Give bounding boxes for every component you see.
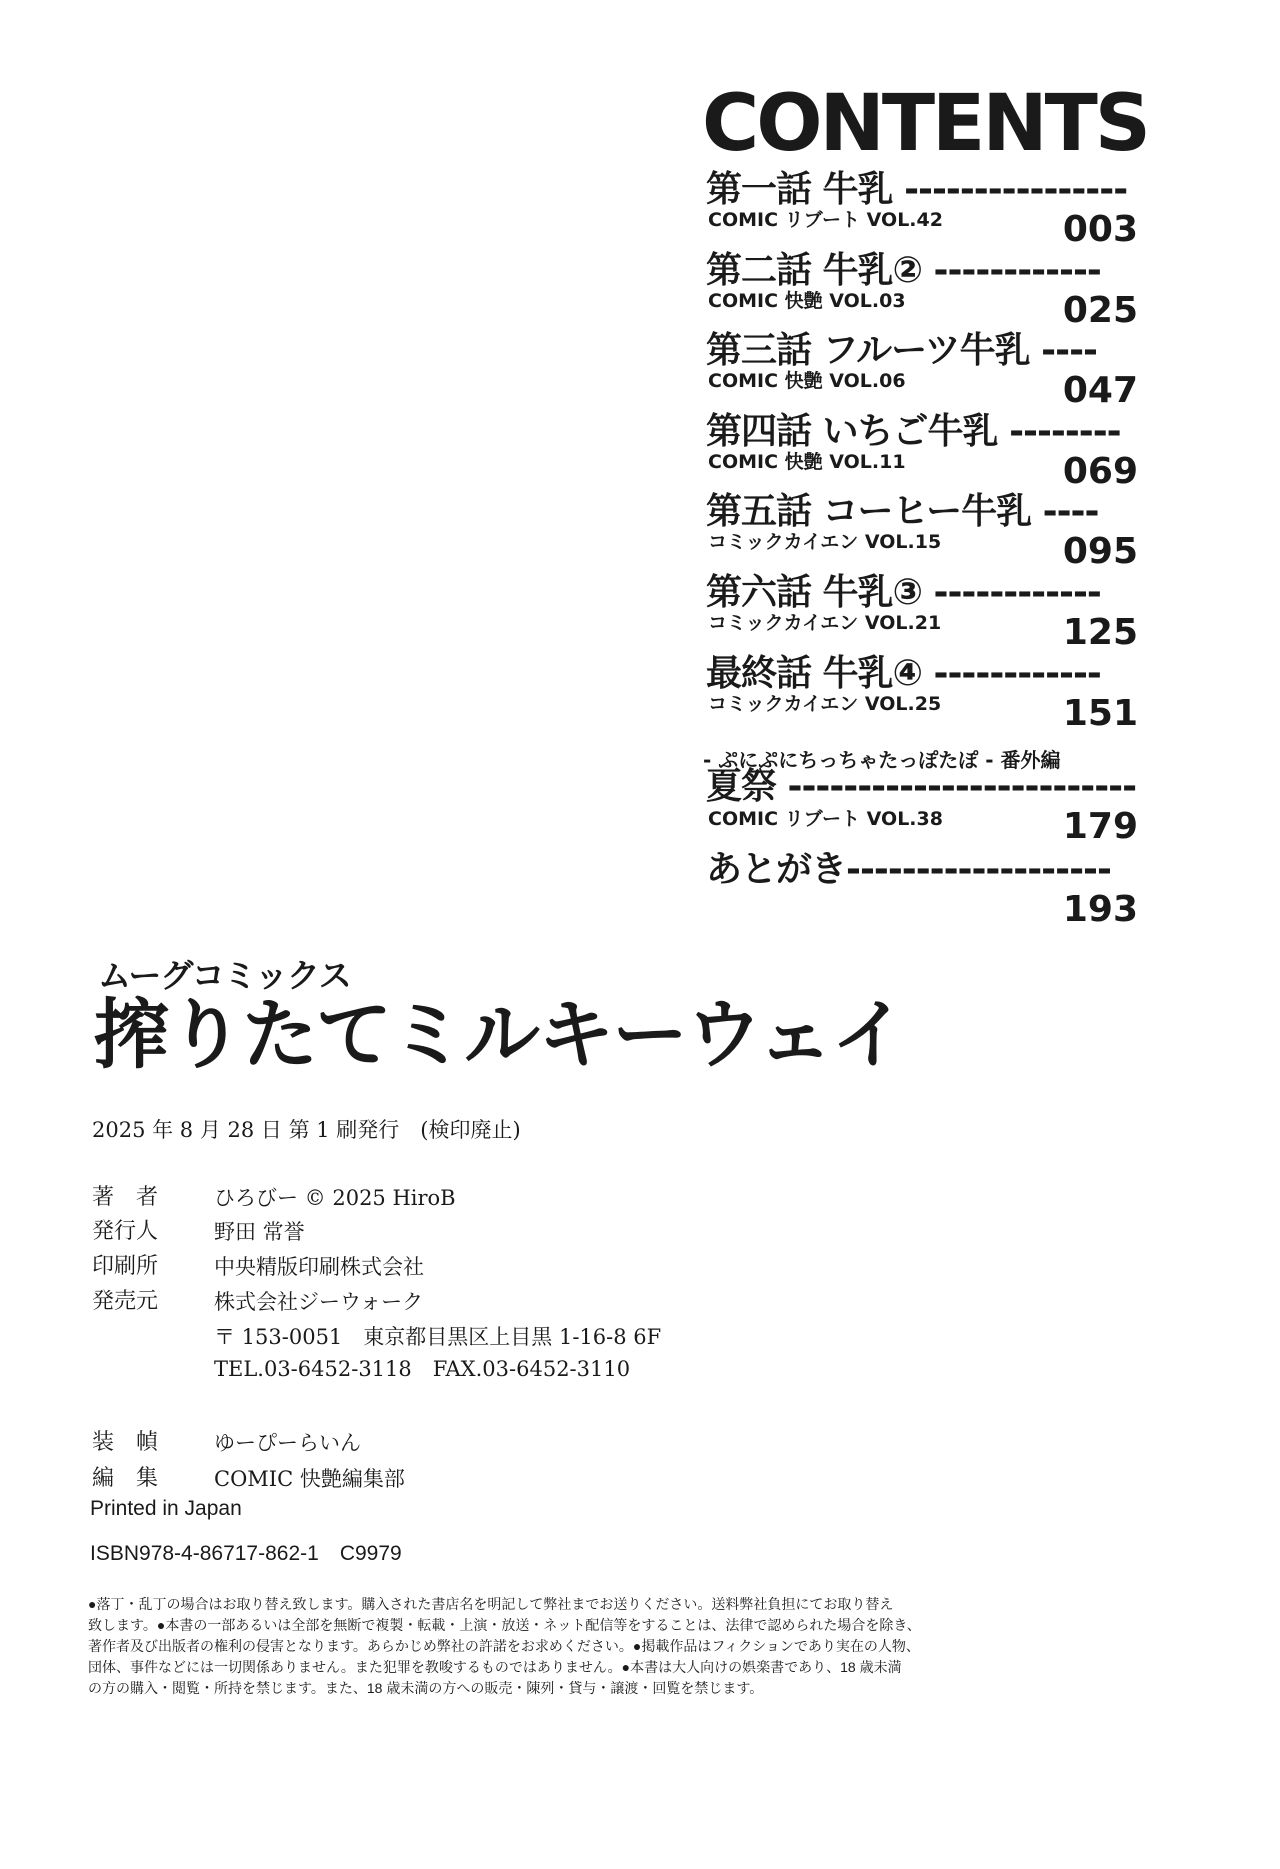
notice-line: ●落丁・乱丁の場合はお取り替え致します。購入された書店名を明記して弊社までお送りください。送料弊社負担にてお取り替え [88, 1596, 894, 1612]
colophon-value: 野田 常誉 [214, 1220, 305, 1244]
toc-entry-source: COMIC 快艶 VOL.06 [708, 370, 906, 392]
book-title: 搾りたてミルキーウェイ [94, 990, 905, 1079]
toc-entry-page: 003 [1062, 209, 1138, 250]
toc-entry-page: 179 [1062, 806, 1138, 847]
toc-entry-source: コミックカイエン VOL.15 [708, 531, 942, 553]
toc-entry-title: 夏祭 ------------------------- [706, 766, 1137, 807]
toc-entry-source: COMIC 快艶 VOL.11 [708, 451, 906, 473]
notice-line: 致します。●本書の一部あるいは全部を無断で複製・転載・上演・放送・ネット配信等をすることは、法律で認められた場合を除き、 [88, 1617, 921, 1633]
toc-entry-source: コミックカイエン VOL.21 [708, 612, 942, 634]
toc-entry-page: 151 [1062, 693, 1138, 734]
notice-line: の方の購入・閲覧・所持を禁じます。また、18 歳未満の方への販売・陳列・貸与・譲渡・回覧を禁じます。 [88, 1680, 764, 1696]
colophon-value: ゆーぴーらいん [214, 1431, 361, 1455]
toc-entry-title: 最終話 牛乳④ ------------ [706, 653, 1101, 694]
colophon-value: COMIC 快艶編集部 [214, 1467, 405, 1491]
toc-entry-title: 第六話 牛乳③ ------------ [706, 572, 1101, 613]
colophon-label: 発売元 [92, 1289, 159, 1314]
toc-entry-title: 第四話 いちご牛乳 -------- [706, 411, 1121, 452]
colophon-value: ひろびー © 2025 HiroB [214, 1186, 456, 1210]
toc-entry-title: あとがき------------------- [706, 849, 1111, 890]
imprint-label: ムーグコミックス [98, 956, 351, 995]
printed-in: Printed in Japan [90, 1497, 242, 1520]
toc-entry-afterword [706, 850, 1138, 930]
toc-entry-page: 125 [1062, 612, 1138, 653]
toc-entry-page: 025 [1062, 290, 1138, 331]
toc-entry-title: 第一話 牛乳 ---------------- [706, 169, 1128, 210]
toc-entry-title: 第三話 フルーツ牛乳 ---- [706, 330, 1097, 371]
toc-entry-source: COMIC 快艶 VOL.03 [708, 290, 906, 312]
colophon-value: 中央精版印刷株式会社 [214, 1255, 424, 1279]
notice-line: 団体、事件などには一切関係ありません。また犯罪を教唆するものではありません。●本書は大人向けの娯楽書であり、18 歳未満 [88, 1659, 902, 1675]
contents-heading: CONTENTS [702, 79, 1148, 169]
notice-line: 著作者及び出版者の権利の侵害となります。あらかじめ弊社の許諾をお求めください。●掲載作品はフィクションであり実在の人物、 [88, 1638, 920, 1654]
toc-entry-page: 047 [1062, 370, 1138, 411]
toc-entry-source: COMIC リブート VOL.38 [708, 808, 943, 830]
toc-entry-page: 193 [1062, 889, 1138, 930]
toc-entry-page: 069 [1062, 451, 1138, 492]
publisher-phone: TEL.03-6452-3118 FAX.03-6452-3110 [214, 1357, 631, 1381]
colophon-label: 装 幀 [92, 1430, 159, 1455]
toc-entry-title: 第五話 コーヒー牛乳 ---- [706, 491, 1099, 532]
colophon-label: 発行人 [92, 1219, 159, 1244]
toc-entry-source: コミックカイエン VOL.25 [708, 693, 942, 715]
legal-notice [88, 1594, 968, 1699]
colophon-label: 印刷所 [92, 1254, 159, 1279]
toc-entry-bonus [706, 767, 1138, 847]
publish-date: 2025 年 8 月 28 日 第 1 刷発行 (検印廃止) [92, 1118, 521, 1142]
toc-entry-title: 第二話 牛乳② ------------ [706, 250, 1101, 291]
toc-bonus-label: - ぷにぷにちっちゃたっぽたぽ - 番外編 [703, 748, 1061, 772]
colophon-value: 株式会社ジーウォーク [214, 1290, 424, 1314]
toc-entry-page: 095 [1062, 531, 1138, 572]
isbn: ISBN978-4-86717-862-1 C9979 [90, 1542, 402, 1565]
publisher-address: 〒 153-0051 東京都目黒区上目黒 1-16-8 6F [214, 1325, 662, 1349]
toc-entry-source: COMIC リブート VOL.42 [708, 209, 943, 231]
colophon-label: 著 者 [92, 1185, 159, 1210]
colophon-label: 編 集 [92, 1466, 159, 1491]
